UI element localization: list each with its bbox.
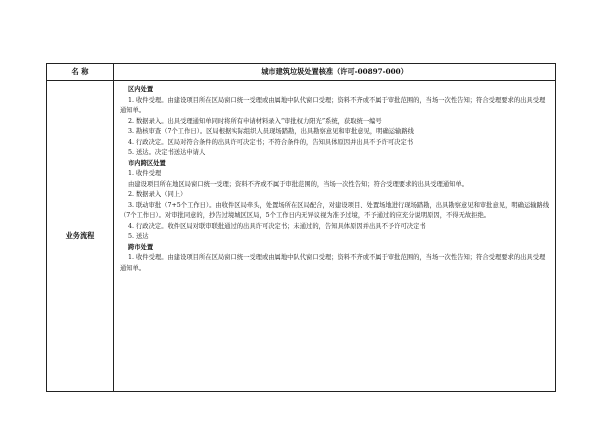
cross-district-step: 4. 行政决定。收件区局对联审联批通过的出具许可决定书；未通过的，告知具体原因并出具不予许可决定书 [128,222,426,230]
district-step: 1. 收件受理。由建设项目所在区局窗口统一受理或由属地中队代窗口受理；资料不齐或不属于审批范围的，当场一次性告知；符合受理要求的出具受理通知单。 [120,96,546,114]
document-title: 城市建筑垃圾处置核准（许可-00897-000） [261,67,408,76]
cross-district-step: 2. 数据录入（同上） [128,191,187,198]
district-step: 4. 行政决定。区局对符合条件的出具许可决定书；不符合条件的，告知具体原因并出具不予许可决定书 [128,138,414,146]
business-flow-label-cell [47,81,114,392]
title-cell [114,64,556,81]
process-table [46,63,556,392]
section-title-cross-city: 跨市处置 [128,243,154,251]
district-step: 5. 送达。决定书送达申请人 [128,149,206,156]
cross-district-step: 3. 联动审批（7+5个工作日）。由收件区局牵头，处置场所在区局配合，对建设项目、处置场地进行现场踏勘，出具勘察意见和审批意见，明确运输路线（7个工作日）。对审批同意的，抄告过境城区区局，5个工作日内无异议视为准予过境，不予通过的应充分说明原因，不得无故拒绝。 [120,201,550,219]
section-title-district: 区内处置 [128,86,154,93]
district-step: 2. 数据录入。出具受理通知单同时将所有申请材料录入“审批权力阳光”系统，获取统一编号 [128,117,382,125]
business-flow-label: 业务流程 [65,231,95,240]
cross-district-step: 1. 收件受理 [128,170,162,177]
cross-district-step: 由建设项目所在地区局窗口统一受理；资料不齐或不属于审批范围的，当场一次性告知；符合受理要求的出具受理通知单。 [128,180,469,188]
name-label-cell [47,64,114,81]
district-step: 3. 勘核审查（7个工作日）。区局根据实际组织人员现场踏勘，出具勘察意见和审批意见，明确运输路线 [128,128,414,135]
business-flow-row [47,81,556,392]
business-flow-content-cell [114,81,556,392]
business-flow-content [114,81,555,276]
cross-district-step: 5. 送达 [128,233,149,240]
name-label: 名 称 [71,67,89,76]
section-title-cross-district: 市内跨区处置 [128,159,166,167]
table-header-row [47,64,556,81]
cross-city-step: 1. 收件受理。由建设项目所在区局窗口统一受理或由属地中队代窗口受理；资料不齐或不属于审批范围的，当场一次性告知；符合受理要求的出具受理通知单。 [120,254,546,272]
